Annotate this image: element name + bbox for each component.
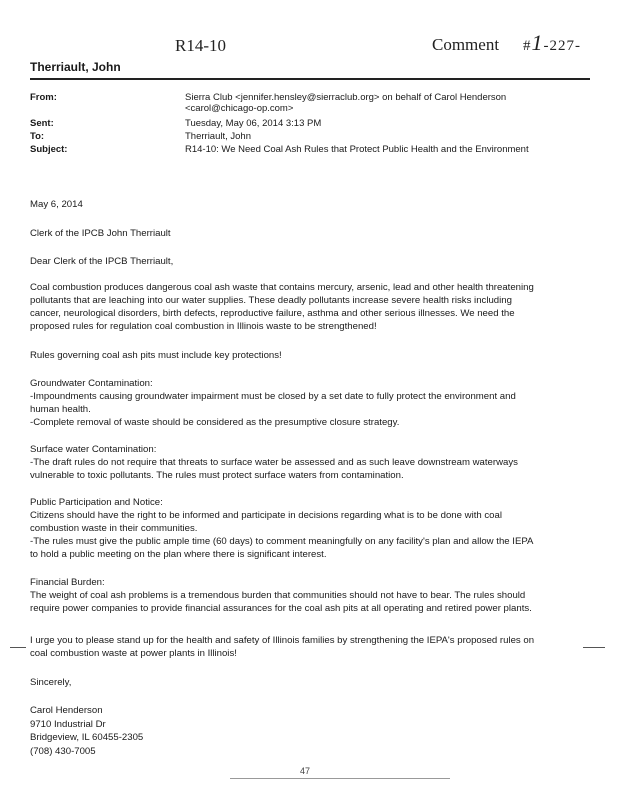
signature-phone: (708) 430-7005 bbox=[30, 745, 96, 757]
urge-paragraph bbox=[30, 634, 585, 660]
signature-block bbox=[30, 704, 585, 758]
text-line: -The draft rules do not require that threats to surface water be assessed and as such leave downstream waterways bbox=[30, 457, 518, 468]
docket-number: R14-10 bbox=[175, 36, 226, 55]
participation-section bbox=[30, 496, 585, 561]
page-number: 47 bbox=[300, 766, 311, 776]
footer-divider bbox=[230, 778, 450, 779]
text-line: require power companies to provide financial assurances for the coal ash pits at all operating and retired power plants. bbox=[30, 603, 532, 614]
from-line-1: Sierra Club <jennifer.hensley@sierraclub.org> on behalf of Carol Henderson bbox=[185, 92, 507, 103]
section-heading: Financial Burden: bbox=[30, 577, 105, 588]
comment-label: Comment bbox=[432, 35, 500, 54]
sent-row bbox=[30, 118, 590, 131]
margin-mark-left bbox=[10, 647, 26, 648]
from-label: From: bbox=[30, 92, 57, 103]
header-divider bbox=[30, 78, 590, 80]
to-row bbox=[30, 131, 590, 144]
sent-label: Sent: bbox=[30, 118, 54, 129]
text-line: -Impoundments causing groundwater impairment must be closed by a set date to fully protect the environment and bbox=[30, 391, 516, 402]
text-line: pollutants that are leaching into our water supplies. These deadly pollutants increase severe health risks including bbox=[30, 295, 512, 306]
signature-address-2: Bridgeview, IL 60455-2305 bbox=[30, 732, 144, 743]
from-value bbox=[185, 92, 590, 114]
groundwater-section bbox=[30, 377, 585, 429]
recipient-name-heading: Therriault, John bbox=[30, 60, 121, 74]
text-line: Citizens should have the right to be informed and participate in decisions regarding what is to be done with coal bbox=[30, 510, 502, 521]
closing: Sincerely, bbox=[30, 677, 72, 688]
text-line: Coal combustion produces dangerous coal ash waste that contains mercury, arsenic, lead and other health threatening bbox=[30, 282, 534, 293]
signature-address-1: 9710 Industrial Dr bbox=[30, 718, 106, 730]
rules-intro: Rules governing coal ash pits must include key protections! bbox=[30, 350, 282, 361]
text-line: -The rules must give the public ample time (60 days) to comment meaningfully on any facility's plan and allow the IEPA bbox=[30, 536, 534, 547]
comment-number-prefix: # bbox=[523, 38, 532, 54]
text-line: cancer, neurological disorders, birth defects, reproductive failure, asthma and other serious illnesses. We need the bbox=[30, 308, 515, 319]
subject-label: Subject: bbox=[30, 144, 68, 155]
financial-section bbox=[30, 576, 585, 615]
text-line: The weight of coal ash problems is a tremendous burden that communities should not have to bear. The rules should bbox=[30, 590, 526, 601]
text-line: human health. bbox=[30, 404, 91, 415]
margin-mark-right bbox=[583, 647, 605, 648]
comment-number-main: 1 bbox=[531, 30, 544, 55]
text-line: vulnerable to toxic pollutants. The rules must protect surface waters from contamination. bbox=[30, 470, 404, 481]
comment-number-suffix: -227- bbox=[543, 38, 581, 54]
text-line: -Complete removal of waste should be considered as the presumptive closure strategy. bbox=[30, 417, 400, 428]
text-line: to hold a public meeting on the plan where there is significant interest. bbox=[30, 549, 327, 560]
to-value: Therriault, John bbox=[185, 131, 252, 142]
section-heading: Groundwater Contamination: bbox=[30, 378, 153, 389]
subject-row bbox=[30, 144, 590, 157]
text-line: I urge you to please stand up for the health and safety of Illinois families by strengthening the IEPA's proposed rules on bbox=[30, 635, 535, 646]
section-heading: Public Participation and Notice: bbox=[30, 497, 163, 508]
sent-value: Tuesday, May 06, 2014 3:13 PM bbox=[185, 118, 322, 129]
text-line: combustion waste in their communities. bbox=[30, 523, 198, 534]
text-line: proposed rules for regulation coal combustion in Illinois waste to be strengthened! bbox=[30, 321, 377, 332]
from-line-2: <carol@chicago-op.com> bbox=[185, 103, 294, 114]
letter-salutation: Dear Clerk of the IPCB Therriault, bbox=[30, 256, 174, 267]
text-line: coal combustion waste at power plants in Illinois! bbox=[30, 648, 237, 659]
to-label: To: bbox=[30, 131, 45, 142]
letter-addressee: Clerk of the IPCB John Therriault bbox=[30, 228, 171, 239]
intro-paragraph bbox=[30, 281, 585, 333]
signature-name: Carol Henderson bbox=[30, 705, 103, 716]
letter-date: May 6, 2014 bbox=[30, 199, 83, 210]
from-row bbox=[30, 92, 590, 118]
section-heading: Surface water Contamination: bbox=[30, 444, 157, 455]
comment-number bbox=[523, 30, 581, 56]
surface-water-section bbox=[30, 443, 585, 482]
subject-value: R14-10: We Need Coal Ash Rules that Protect Public Health and the Environment bbox=[185, 144, 529, 155]
